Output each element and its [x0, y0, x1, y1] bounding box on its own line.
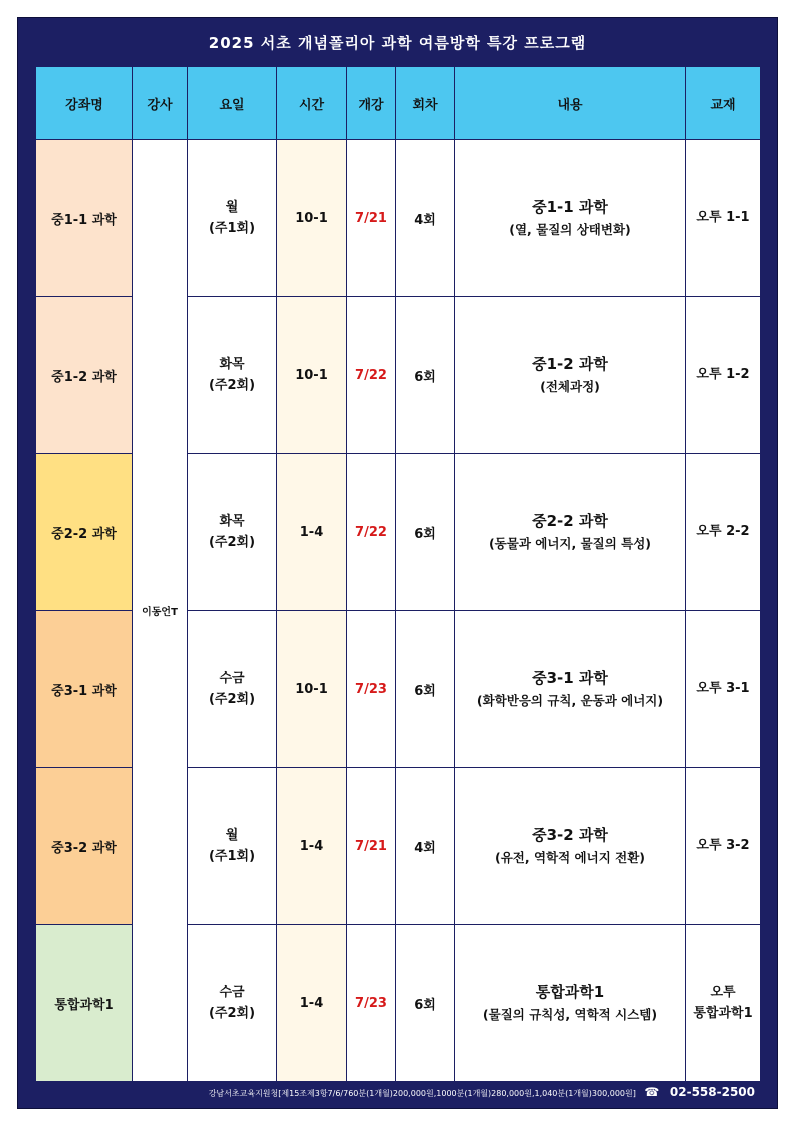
header-sessions: 회차 [396, 67, 455, 140]
header-open: 개강 [347, 67, 396, 140]
content-title: 중1-1 과학 [532, 198, 608, 217]
day-cell [188, 611, 277, 768]
content-sub: (전체과정) [540, 379, 600, 395]
day-frequency: (주1회) [208, 849, 256, 864]
day: 월 [225, 827, 239, 843]
header-row [36, 67, 761, 140]
content-cell [455, 140, 686, 297]
book: 오투 3-1 [696, 681, 750, 697]
content-title: 통합과학1 [535, 983, 605, 1002]
content-title: 중1-2 과학 [532, 355, 608, 374]
content-sub: (열, 물질의 상태변화) [509, 222, 631, 238]
day-cell [188, 454, 277, 611]
book: 오투 1-1 [696, 210, 750, 226]
footer [18, 1082, 777, 1102]
course-name: 중3-1 과학 [36, 611, 133, 768]
content-sub: (유전, 역학적 에너지 전환) [495, 850, 645, 866]
sessions: 4회 [396, 768, 455, 925]
schedule-frame [17, 17, 778, 1109]
book-cell [686, 925, 761, 1082]
content-title: 중2-2 과학 [532, 512, 608, 531]
open-date: 7/22 [347, 297, 396, 454]
content-sub: (동물과 에너지, 물질의 특성) [488, 536, 652, 552]
day-frequency: (주2회) [208, 1006, 256, 1021]
open-date: 7/21 [347, 768, 396, 925]
book: 오투 1-2 [696, 367, 750, 383]
book-cell [686, 768, 761, 925]
content-title: 중3-2 과학 [532, 826, 608, 845]
sessions: 6회 [396, 925, 455, 1082]
book-sub: 통합과학1 [693, 1006, 753, 1021]
day-frequency: (주2회) [208, 535, 256, 550]
header-course: 강좌명 [36, 67, 133, 140]
open-date: 7/23 [347, 925, 396, 1082]
content-cell [455, 611, 686, 768]
phone-number: 02-558-2500 [669, 1085, 755, 1099]
day: 화목 [219, 356, 245, 372]
course-name: 중3-2 과학 [36, 768, 133, 925]
sessions: 6회 [396, 611, 455, 768]
book: 오투 [710, 984, 736, 1000]
content-sub: (물질의 규칙성, 역학적 시스템) [482, 1007, 658, 1023]
course-name: 중1-1 과학 [36, 140, 133, 297]
open-date: 7/22 [347, 454, 396, 611]
time: 10-1 [277, 611, 347, 768]
time: 1-4 [277, 925, 347, 1082]
course-name: 통합과학1 [36, 925, 133, 1082]
content-cell [455, 768, 686, 925]
day-cell [188, 925, 277, 1082]
content-sub: (화학반응의 규칙, 운동과 에너지) [476, 693, 664, 709]
content-cell [455, 925, 686, 1082]
time: 10-1 [277, 297, 347, 454]
day: 수금 [219, 984, 245, 1000]
sessions: 4회 [396, 140, 455, 297]
book-cell [686, 454, 761, 611]
header-time: 시간 [277, 67, 347, 140]
day-frequency: (주2회) [208, 692, 256, 707]
day: 수금 [219, 670, 245, 686]
content-cell [455, 454, 686, 611]
day-frequency: (주2회) [208, 378, 256, 393]
sessions: 6회 [396, 297, 455, 454]
header-teacher: 강사 [133, 67, 188, 140]
table-row [36, 140, 761, 297]
book-cell [686, 611, 761, 768]
book: 오투 3-2 [696, 838, 750, 854]
book: 오투 2-2 [696, 524, 750, 540]
day-cell [188, 140, 277, 297]
teacher-name: 이동언T [133, 140, 188, 1082]
open-date: 7/21 [347, 140, 396, 297]
content-title: 중3-1 과학 [532, 669, 608, 688]
book-cell [686, 140, 761, 297]
time: 10-1 [277, 140, 347, 297]
header-content: 내용 [455, 67, 686, 140]
content-cell [455, 297, 686, 454]
course-name: 중2-2 과학 [36, 454, 133, 611]
header-day: 요일 [188, 67, 277, 140]
time: 1-4 [277, 454, 347, 611]
header-book: 교재 [686, 67, 761, 140]
time: 1-4 [277, 768, 347, 925]
open-date: 7/23 [347, 611, 396, 768]
day-cell [188, 768, 277, 925]
book-cell [686, 297, 761, 454]
footer-notice: 강남서초교육지원청[제15조제3항7/6/760분(1개월)200,000원,1000분(1개월)280,000원,1,040분(1개월)300,000원] [208, 1089, 636, 1098]
day-cell [188, 297, 277, 454]
phone-icon: ☎ [644, 1085, 660, 1099]
day-frequency: (주1회) [208, 221, 256, 236]
sessions: 6회 [396, 454, 455, 611]
page-title: 2025 서초 개념폴리아 과학 여름방학 특강 프로그램 [208, 34, 587, 52]
schedule-table [35, 66, 761, 1082]
day: 화목 [219, 513, 245, 529]
course-name: 중1-2 과학 [36, 297, 133, 454]
day: 월 [225, 199, 239, 215]
